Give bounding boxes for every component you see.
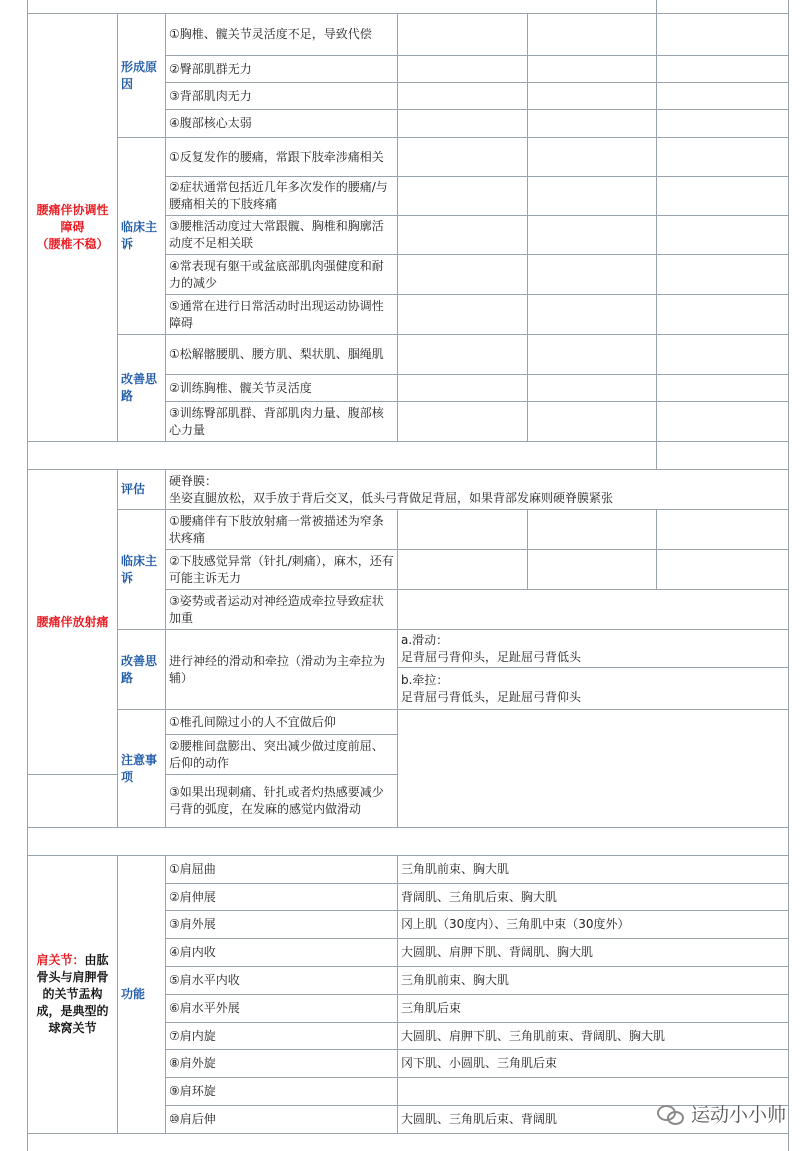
empty-cell (657, 216, 789, 255)
empty-cell (657, 14, 789, 56)
formation-item: ④腹部核心太弱 (166, 110, 398, 138)
empty-cell (398, 255, 528, 295)
watermark (657, 1100, 786, 1127)
complaint-item: ③姿势或者运动对神经造成牵拉导致症状加重 (166, 590, 398, 630)
complaint-item: ⑤通常在进行日常活动时出现运动协调性障碍 (166, 295, 398, 335)
slide-cell (398, 630, 789, 668)
improve-text: 进行神经的滑动和牵拉（滑动为主牵拉为辅） (166, 630, 398, 710)
shoulder-motion: ①肩屈曲 (166, 856, 398, 884)
empty-cell (528, 402, 657, 442)
empty-cell (528, 375, 657, 402)
shoulder-title-desc: 由肱骨头与肩胛骨的关节盂构成，是典型的球窝关节 (36, 953, 109, 1035)
empty-cell (398, 335, 528, 375)
improve-item: ②训练胸椎、髋关节灵活度 (166, 375, 398, 402)
complaint-item: ③腰椎活动度过大常跟髋、胸椎和胸廓活动度不足相关联 (166, 216, 398, 255)
label-complaint: 临床主诉 (118, 138, 166, 335)
bottom-row (27, 1134, 789, 1151)
shoulder-motion: ⑤肩水平内收 (166, 967, 398, 995)
formation-item: ①胸椎、髋关节灵活度不足，导致代偿 (166, 14, 398, 56)
group-title-main: 腰痛伴协调性障碍 (36, 203, 109, 234)
label-function: 功能 (118, 856, 166, 1134)
note-item: ③如果出现刺痛、针扎或者灼热感要减少弓背的弧度，在发麻的感觉内做滑动 (166, 775, 398, 828)
shoulder-muscles: 三角肌前束、胸大肌 (398, 967, 789, 995)
shoulder-motion: ③肩外展 (166, 911, 398, 939)
shoulder-motion: ⑥肩水平外展 (166, 995, 398, 1023)
label-notes: 注意事项 (118, 710, 166, 828)
empty-cell (398, 110, 528, 138)
top-row (27, 0, 657, 14)
empty-cell (528, 216, 657, 255)
shoulder-motion: ⑦肩内旋 (166, 1023, 398, 1050)
note-item: ①椎孔间隙过小的人不宜做后仰 (166, 710, 398, 735)
shoulder-motion: ⑧肩外旋 (166, 1050, 398, 1078)
complaint-item: ①反复发作的腰痛，常跟下肢牵涉痛相关 (166, 138, 398, 177)
stretch-cell (398, 668, 789, 710)
shoulder-motion: ⑨肩环旋 (166, 1078, 398, 1106)
empty-cell (398, 83, 528, 110)
empty-cell (398, 138, 528, 177)
group-title-lumbar-coordination (27, 14, 118, 442)
group-title-lumbar-radiating: 腰痛伴放射痛 (27, 470, 118, 775)
separator-row (27, 828, 789, 856)
complaint-item: ①腰痛伴有下肢放射痛一常被描述为窄条状疼痛 (166, 510, 398, 550)
empty-cell (398, 402, 528, 442)
shoulder-muscles: 大圆肌、三角肌后束、背阔肌 (398, 1106, 789, 1134)
empty-cell (398, 550, 528, 590)
shoulder-muscles: 冈上肌（30度内）、三角肌中束（30度外） (398, 911, 789, 939)
improve-item: ③训练臀部肌群、背部肌肉力量、腹部核心力量 (166, 402, 398, 442)
shoulder-title (31, 952, 114, 1037)
empty-cell (528, 255, 657, 295)
label-improve: 改善思路 (118, 630, 166, 710)
label-assess: 评估 (118, 470, 166, 510)
empty-cell (528, 510, 657, 550)
label-improve: 改善思路 (118, 335, 166, 442)
empty-cell (657, 177, 789, 216)
empty-cell (398, 216, 528, 255)
top-row-end (657, 0, 789, 14)
label-complaint: 临床主诉 (118, 510, 166, 630)
empty-cell (528, 177, 657, 216)
assess-cell (166, 470, 789, 510)
assess-line-2: 坐姿直腿放松，双手放于背后交叉，低头弓背做足背屈，如果背部发麻则硬脊膜紧张 (169, 490, 614, 505)
shoulder-motion: ②肩伸展 (166, 884, 398, 911)
group-lower-blank (27, 775, 118, 828)
empty-cell (657, 375, 789, 402)
watermark-text: 运动小小帅 (690, 1104, 786, 1126)
empty-cell (398, 590, 789, 630)
empty-cell (657, 110, 789, 138)
shoulder-muscles: 三角肌前束、胸大肌 (398, 856, 789, 884)
empty-cell (657, 550, 789, 590)
slide-label: a.滑动： (401, 632, 449, 647)
empty-cell (398, 375, 528, 402)
wechat-icon (657, 1103, 685, 1125)
empty-cell (657, 335, 789, 375)
empty-cell (528, 335, 657, 375)
empty-cell (657, 255, 789, 295)
shoulder-motion: ⑩肩后伸 (166, 1106, 398, 1134)
shoulder-muscles: 三角肌后束 (398, 995, 789, 1023)
empty-cell (398, 14, 528, 56)
empty-cell (657, 83, 789, 110)
complaint-item: ②症状通常包括近几年多次发作的腰痛/与腰痛相关的下肢疼痛 (166, 177, 398, 216)
shoulder-muscles: 大圆肌、肩胛下肌、三角肌前束、背阔肌、胸大肌 (398, 1023, 789, 1050)
empty-cell (528, 14, 657, 56)
empty-cell (398, 510, 528, 550)
empty-cell (528, 83, 657, 110)
slide-text: 足背屈弓背仰头，足趾屈弓背低头 (401, 649, 582, 664)
label-formation: 形成原因 (118, 14, 166, 138)
empty-cell (657, 402, 789, 442)
shoulder-muscles: 大圆肌、肩胛下肌、背阔肌、胸大肌 (398, 939, 789, 967)
shoulder-muscles: 背阔肌、三角肌后束、胸大肌 (398, 884, 789, 911)
empty-cell (398, 295, 528, 335)
formation-item: ③背部肌肉无力 (166, 83, 398, 110)
separator-row-end (657, 442, 789, 470)
improve-item: ①松解髂腰肌、腰方肌、梨状肌、腘绳肌 (166, 335, 398, 375)
stretch-label: b.牵拉： (401, 672, 449, 687)
group-title-sub: （腰椎不稳） (36, 237, 109, 251)
empty-cell (657, 295, 789, 335)
empty-cell (657, 510, 789, 550)
assess-line-1: 硬脊膜： (169, 473, 218, 488)
empty-cell (528, 110, 657, 138)
empty-cell (657, 56, 789, 83)
complaint-item: ④常表现有躯干或盆底部肌肉强健度和耐力的减少 (166, 255, 398, 295)
complaint-item: ②下肢感觉异常（针扎/刺痛），麻木，还有可能主诉无力 (166, 550, 398, 590)
empty-cell (398, 710, 789, 828)
empty-cell (528, 550, 657, 590)
note-item: ②腰椎间盘膨出、突出减少做过度前屈、后仰的动作 (166, 735, 398, 775)
empty-cell (528, 138, 657, 177)
shoulder-muscles: 冈下肌、小圆肌、三角肌后束 (398, 1050, 789, 1078)
empty-cell (528, 56, 657, 83)
empty-cell (528, 295, 657, 335)
empty-cell (398, 177, 528, 216)
empty-cell (398, 56, 528, 83)
separator-row (27, 442, 657, 470)
group-title-shoulder (27, 856, 118, 1134)
shoulder-title-red: 肩关节： (36, 953, 85, 967)
shoulder-motion: ④肩内收 (166, 939, 398, 967)
empty-cell (657, 138, 789, 177)
formation-item: ②臀部肌群无力 (166, 56, 398, 83)
stretch-text: 足背屈弓背低头，足趾屈弓背仰头 (401, 689, 582, 704)
